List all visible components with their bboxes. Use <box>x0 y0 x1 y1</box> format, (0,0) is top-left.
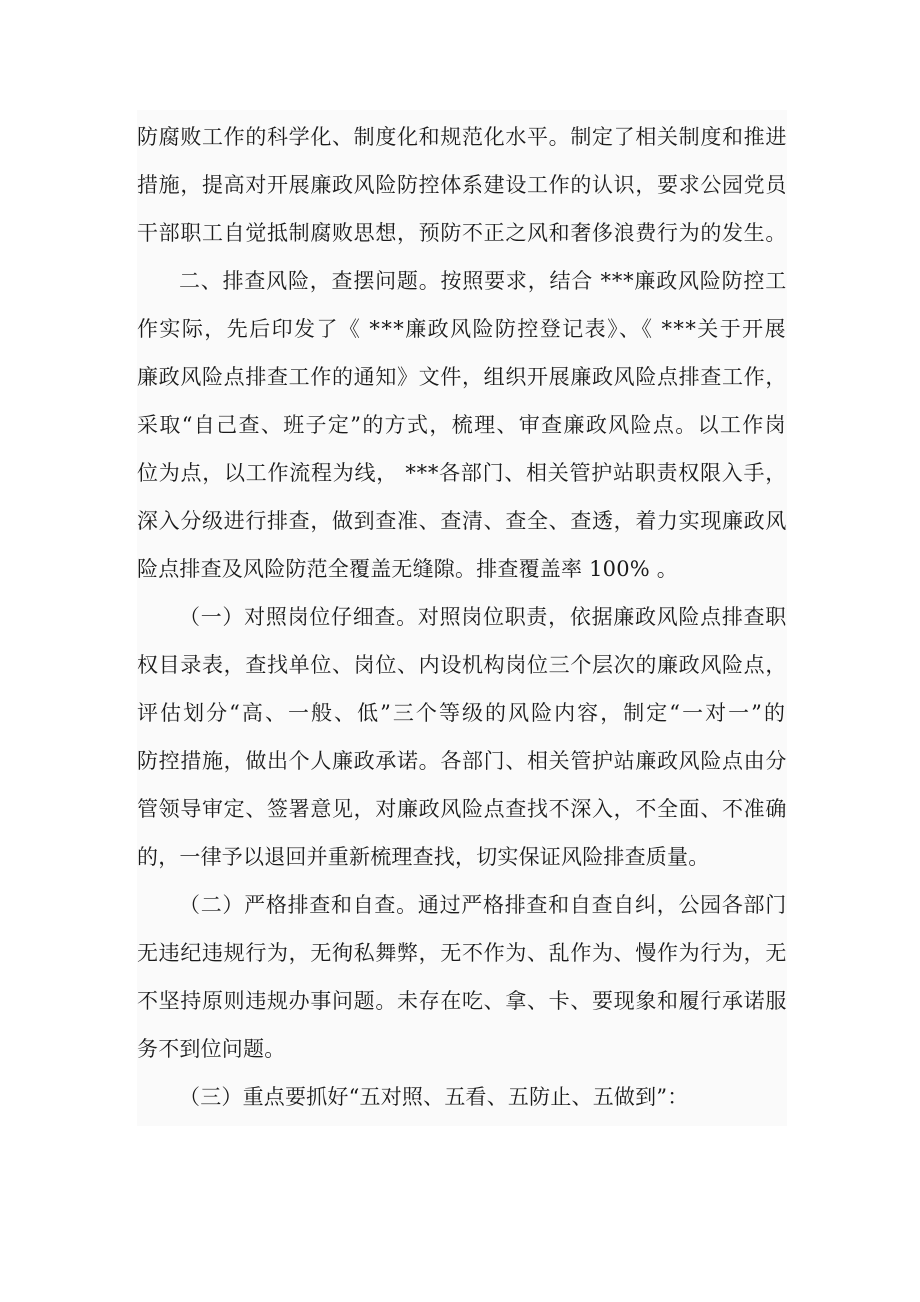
text-line: 作实际，先后印发了《 ***廉政风险防控登记表》、《 ***关于开展 <box>137 317 787 341</box>
text-line: 采取“自己查、班子定”的方式，梳理、审查廉政风险点。以工作岗 <box>137 413 787 437</box>
text-line: 务不到位问题。 <box>137 1037 286 1061</box>
text-line: 管领导审定、签署意见，对廉政风险点查找不深入，不全面、不准确 <box>137 797 787 821</box>
text-line: 深入分级进行排查，做到查准、查清、查全、查透，着力实现廉政风 <box>137 509 787 533</box>
text-line: 的，一律予以退回并重新梳理查找，切实保证风险排查质量。 <box>137 845 710 869</box>
text-line: 防控措施，做出个人廉政承诺。各部门、相关管护站廉政风险点由分 <box>137 749 787 773</box>
document-body <box>137 110 787 1126</box>
subsection-heading: （二）严格排查和自查。通过严格排查和自查自纠，公园各部门 <box>179 893 787 917</box>
paragraph-heading: 二、排查风险，查摆问题。按照要求，结合 ***廉政风险防控工 <box>179 269 787 293</box>
text-line: 无违纪违规行为，无徇私舞弊，无不作为、乱作为、慢作为行为，无 <box>137 941 787 965</box>
text-line: 廉政风险点排查工作的通知》文件，组织开展廉政风险点排查工作， <box>137 365 787 389</box>
text-line: 防腐败工作的科学化、制度化和规范化水平。制定了相关制度和推进 <box>137 125 787 149</box>
text-line: 位为点，以工作流程为线， ***各部门、相关管护站职责权限入手， <box>137 461 787 485</box>
text-line: 权目录表，查找单位、岗位、内设机构岗位三个层次的廉政风险点， <box>137 653 787 677</box>
text-line: 措施，提高对开展廉政风险防控体系建设工作的认识，要求公园党员 <box>137 173 787 197</box>
subsection-heading: （三）重点要抓好“五对照、五看、五防止、五做到”： <box>179 1085 689 1109</box>
text-line: 干部职工自觉抵制腐败思想，预防不正之风和奢侈浪费行为的发生。 <box>137 221 787 245</box>
text-line: 不坚持原则违规办事问题。未存在吃、拿、卡、要现象和履行承诺服 <box>137 989 787 1013</box>
text-line: 险点排查及风险防范全覆盖无缝隙。排查覆盖率 100% 。 <box>137 557 678 581</box>
subsection-heading: （一）对照岗位仔细查。对照岗位职责，依据廉政风险点排查职 <box>179 605 787 629</box>
text-line: 评估划分“高、一般、低”三个等级的风险内容，制定“一对一”的 <box>137 701 787 725</box>
